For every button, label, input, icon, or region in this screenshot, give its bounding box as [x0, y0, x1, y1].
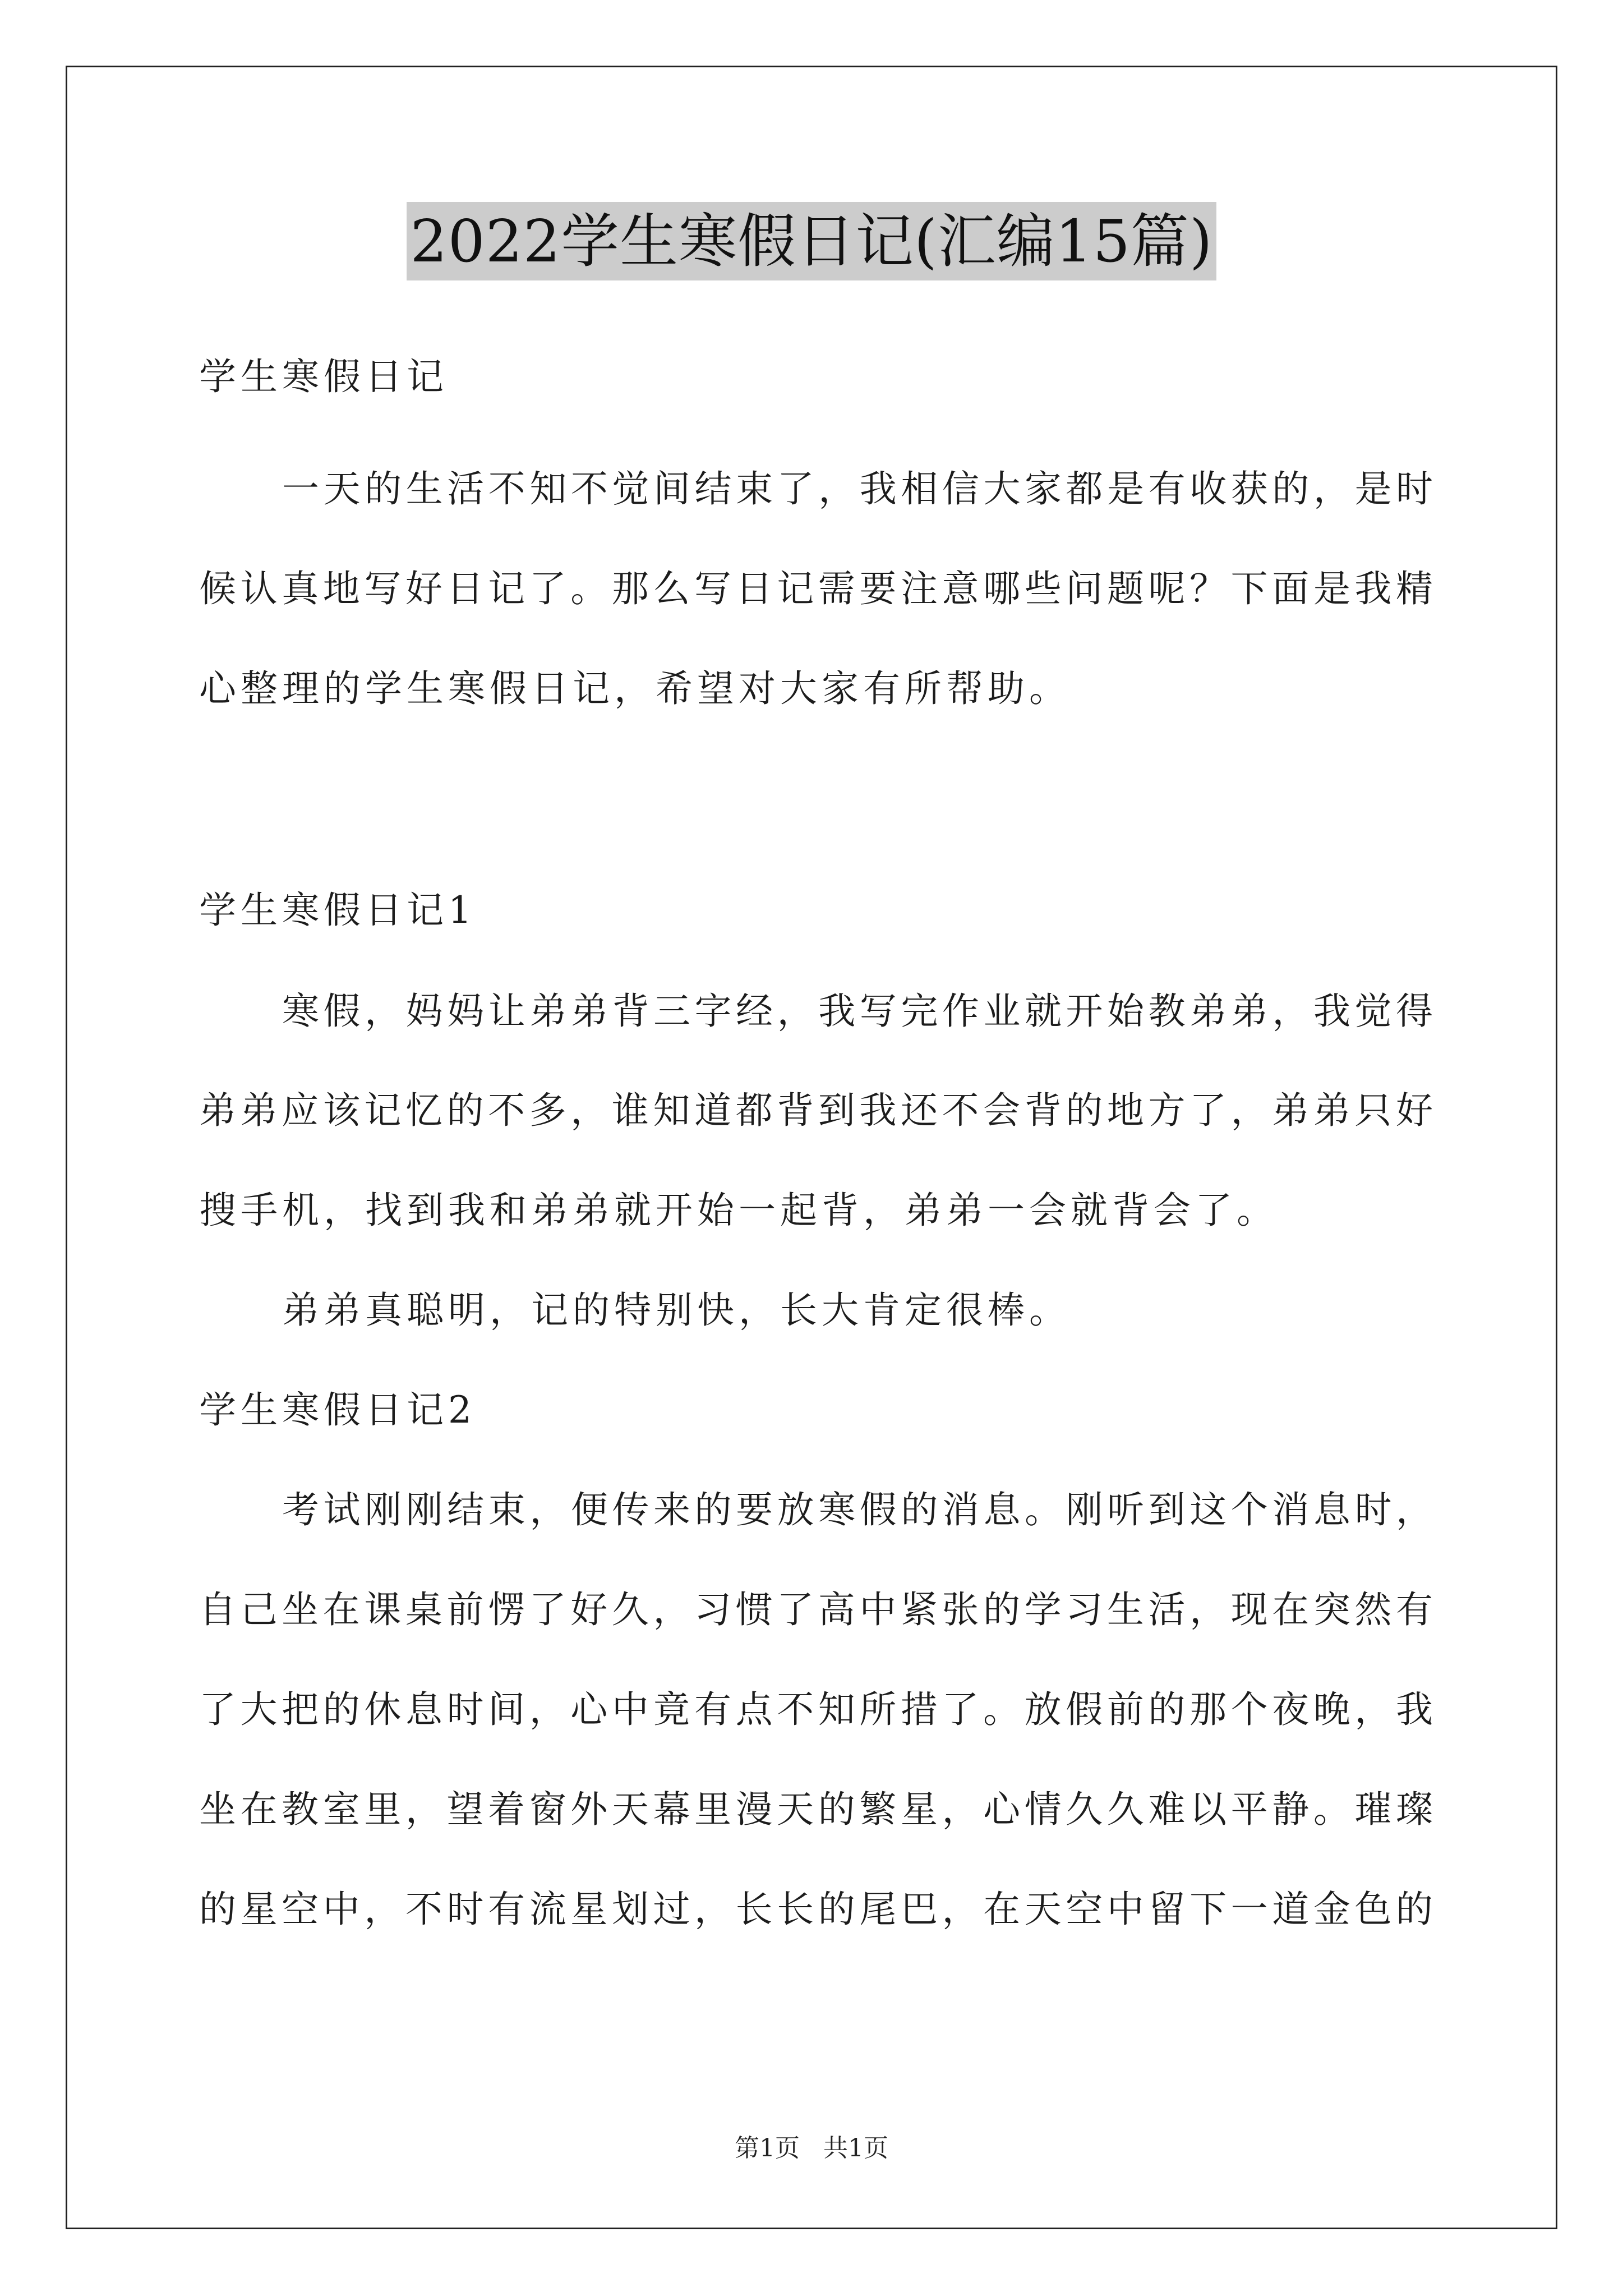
paragraph-line: 自己坐在课桌前愣了好久，习惯了高中紧张的学习生活，现在突然有 [199, 1588, 1433, 1631]
section-heading: 学生寒假日记2 [199, 1388, 476, 1432]
paragraph-line: 坐在教室里，望着窗外天幕里漫天的繁星，心情久久难以平静。璀璨 [199, 1788, 1433, 1831]
page-number-footer: 第1页 共1页 [735, 2134, 888, 2162]
section-heading: 学生寒假日记1 [199, 889, 476, 932]
paragraph-line: 弟弟应该记忆的不多，谁知道都背到我还不会背的地方了，弟弟只好 [199, 1089, 1433, 1132]
paragraph-line: 的星空中，不时有流星划过，长长的尾巴，在天空中留下一道金色的 [199, 1888, 1433, 1931]
paragraph-line: 弟弟真聪明，记的特别快，长大肯定很棒。 [282, 1289, 1071, 1332]
paragraph-line: 寒假，妈妈让弟弟背三字经，我写完作业就开始教弟弟，我觉得 [282, 990, 1433, 1033]
paragraph-line: 搜手机，找到我和弟弟就开始一起背，弟弟一会就背会了。 [199, 1189, 1278, 1232]
document-title: 2022学生寒假日记(汇编15篇) [407, 202, 1216, 280]
paragraph-line: 候认真地写好日记了。那么写日记需要注意哪些问题呢？下面是我精 [199, 567, 1433, 610]
paragraph-line: 考试刚刚结束，便传来的要放寒假的消息。刚听到这个消息时， [282, 1488, 1433, 1531]
section-heading: 学生寒假日记 [199, 355, 448, 398]
paragraph-line: 心整理的学生寒假日记，希望对大家有所帮助。 [199, 667, 1071, 710]
title-container [0, 202, 1623, 280]
paragraph-line: 了大把的休息时间，心中竟有点不知所措了。放假前的那个夜晚，我 [199, 1688, 1433, 1731]
paragraph-line: 一天的生活不知不觉间结束了，我相信大家都是有收获的，是时 [282, 467, 1433, 510]
